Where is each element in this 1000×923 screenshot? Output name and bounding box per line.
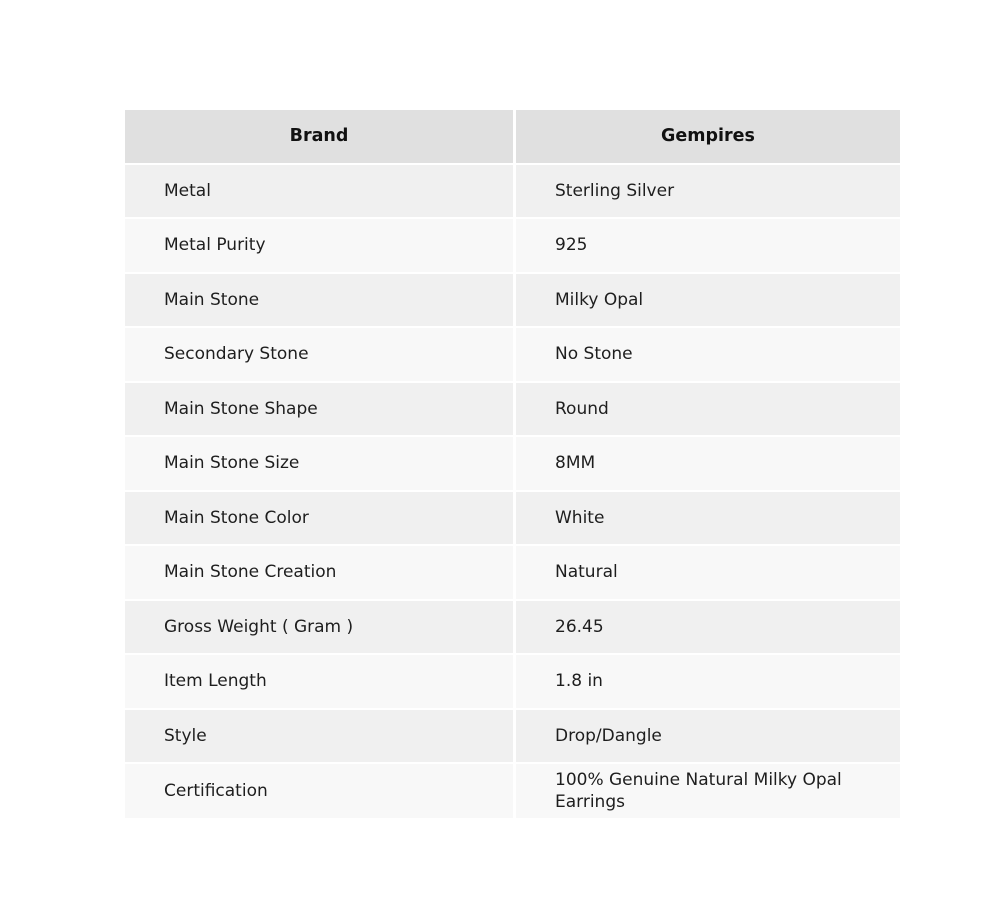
spec-value-cell: Round <box>516 383 900 436</box>
table-row <box>125 546 900 601</box>
table-row <box>125 219 900 274</box>
spec-value-cell: 1.8 in <box>516 655 900 708</box>
table-row <box>125 437 900 492</box>
spec-value-cell: 925 <box>516 219 900 272</box>
spec-label-cell: Main Stone <box>125 274 513 327</box>
table-row <box>125 165 900 220</box>
spec-label-cell: Main Stone Size <box>125 437 513 490</box>
spec-value-cell: No Stone <box>516 328 900 381</box>
spec-label-cell: Item Length <box>125 655 513 708</box>
spec-label-cell: Certification <box>125 764 513 818</box>
table-header-row <box>125 110 900 165</box>
table-row <box>125 601 900 656</box>
spec-label-cell: Style <box>125 710 513 763</box>
table-row <box>125 655 900 710</box>
table-row <box>125 328 900 383</box>
spec-label-cell: Main Stone Shape <box>125 383 513 436</box>
spec-label-cell: Secondary Stone <box>125 328 513 381</box>
spec-value-cell: White <box>516 492 900 545</box>
spec-value-cell: Milky Opal <box>516 274 900 327</box>
product-spec-table <box>125 110 900 818</box>
spec-value-cell: 100% Genuine Natural Milky Opal Earrings <box>516 764 900 818</box>
table-row <box>125 274 900 329</box>
spec-value-cell: 26.45 <box>516 601 900 654</box>
spec-label-cell: Metal <box>125 165 513 218</box>
spec-value-cell: 8MM <box>516 437 900 490</box>
table-body <box>125 165 900 819</box>
spec-label-cell: Gross Weight ( Gram ) <box>125 601 513 654</box>
spec-value-cell: Sterling Silver <box>516 165 900 218</box>
header-attribute-cell: Brand <box>125 110 513 163</box>
spec-label-cell: Main Stone Color <box>125 492 513 545</box>
table-row <box>125 492 900 547</box>
table-row <box>125 710 900 765</box>
spec-label-cell: Metal Purity <box>125 219 513 272</box>
spec-label-cell: Main Stone Creation <box>125 546 513 599</box>
header-brand-value-cell: Gempires <box>516 110 900 163</box>
table-row <box>125 764 900 818</box>
spec-value-cell: Natural <box>516 546 900 599</box>
table-row <box>125 383 900 438</box>
spec-value-cell: Drop/Dangle <box>516 710 900 763</box>
